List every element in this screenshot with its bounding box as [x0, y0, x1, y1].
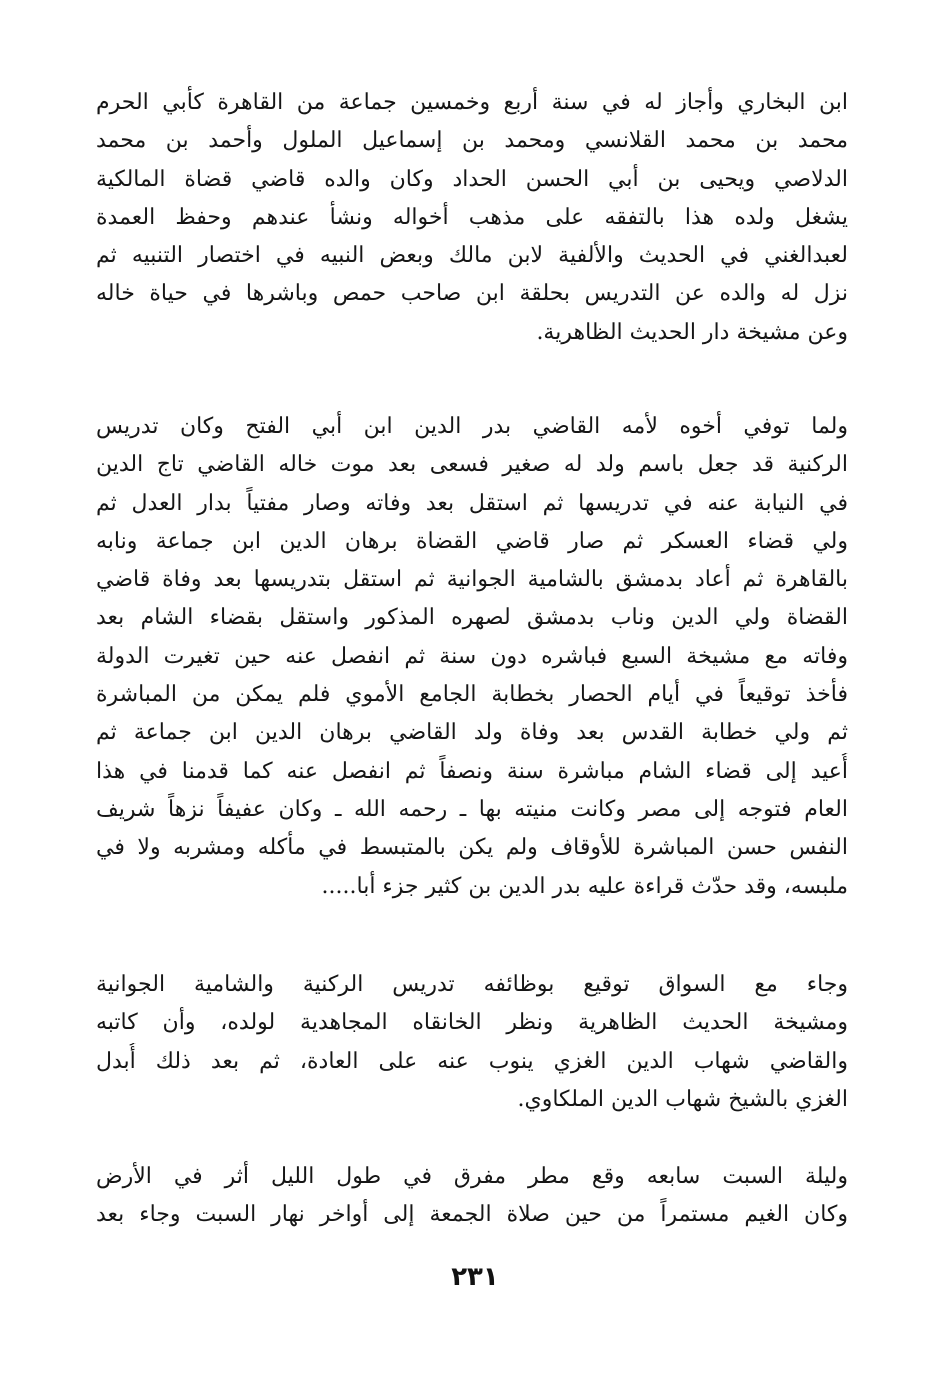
page-number: ٢٣١ [451, 1262, 499, 1292]
text-line: ولي قضاء العسكر ثم صار قاضي القضاة برهان الدين ابن جماعة ونابه [96, 528, 848, 554]
text-line: يشغل ولده هذا بالتفقه على مذهب أخواله ونشأ عندهم وحفظ العمدة [96, 204, 848, 230]
text-line: والقاضي شهاب الدين الغزي ينوب عنه على العادة، ثم بعد ذلك أُبدل [96, 1048, 848, 1074]
text-line: الدلاصي ويحيى بن أبي الحسن الحداد وكان والده قاضي قضاة المالكية [96, 166, 848, 192]
text-line: ابن البخاري وأجاز له في سنة أربع وخمسين جماعة من القاهرة كأبي الحرم [96, 90, 848, 115]
text-line: وليلة السبت سابعه وقع مطر مفرق في طول الليل أثر في الأرض [96, 1164, 848, 1189]
text-line: ولما توفي أخوه لأمه القاضي بدر الدين ابن أبي الفتح وكان تدريس [96, 414, 848, 439]
text-line: ملبسه، وقد حدّث قراءة عليه بدر الدين بن كثير جزء أبا..... [321, 873, 848, 899]
text-line: نزل له والده عن التدريس بحلقة ابن صاحب حمص وباشرها في حياة خاله [96, 281, 848, 307]
text-line: محمد بن محمد القلانسي ومحمد بن إسماعيل الملول وأحمد بن محمد [96, 128, 848, 154]
paragraph-2 [96, 408, 848, 906]
paragraph-1 [96, 84, 848, 352]
paragraph-4 [96, 1158, 848, 1235]
text-line: بالقاهرة ثم أعاد بدمشق بالشامية الجوانية ثم استقل بتدريسها بعد وفاة قاضي [96, 567, 848, 593]
text-line: لعبدالغني في الحديث والألفية لابن مالك وبعض النبيه في اختصار التنبيه ثم [96, 243, 848, 269]
paragraph-3 [96, 966, 848, 1119]
text-line: فأخذ توقيعاً في أيام الحصار بخطابة الجامع الأموي فلم يمكن من المباشرة [96, 682, 848, 708]
text-line: الركنية قد جعل باسم ولد له صغير فسعى بعد موت خاله القاضي تاج الدين [96, 452, 848, 478]
text-line: ثم ولي خطابة القدس بعد وفاة ولد القاضي برهان الدين ابن جماعة ثم [96, 720, 848, 746]
text-line: ومشيخة الحديث الظاهرية ونظر الخانقاه المجاهدية لولده، وأن كاتبه [96, 1010, 848, 1036]
text-line: وجاء مع السواق توقيع بوظائفه تدريس الركنية والشامية الجوانية [96, 972, 848, 997]
text-line: في النيابة عنه في تدريسها ثم استقل بعد وفاته وصار مفتياً بدار العدل ثم [96, 490, 848, 516]
text-line: القضاة ولي الدين وناب بدمشق لصهره المذكور واستقل بقضاء الشام بعد [96, 605, 848, 631]
text-line: الغزي بالشيخ شهاب الدين الملكاوي. [517, 1086, 848, 1112]
text-line: وعن مشيخة دار الحديث الظاهرية. [536, 319, 848, 345]
text-line: وفاته مع مشيخة السبع فباشره دون سنة ثم انفصل عنه حين تغيرت الدولة [96, 643, 848, 669]
text-line: أُعيد إلى قضاء الشام مباشرة سنة ونصفاً ثم انفصل عنه كما قدمنا في هذا [96, 758, 848, 784]
text-line: العام فتوجه إلى مصر وكانت منيته بها ـ رحمه الله ـ وكان عفيفاً نزهاً شريف [96, 796, 848, 822]
text-line: وكان الغيم مستمراً من حين صلاة الجمعة إلى أواخر نهار السبت وجاء بعد [96, 1202, 848, 1228]
text-line: النفس حسن المباشرة للأوقاف ولم يكن بالمتبسط في مأكله ومشربه ولا في [96, 835, 848, 861]
